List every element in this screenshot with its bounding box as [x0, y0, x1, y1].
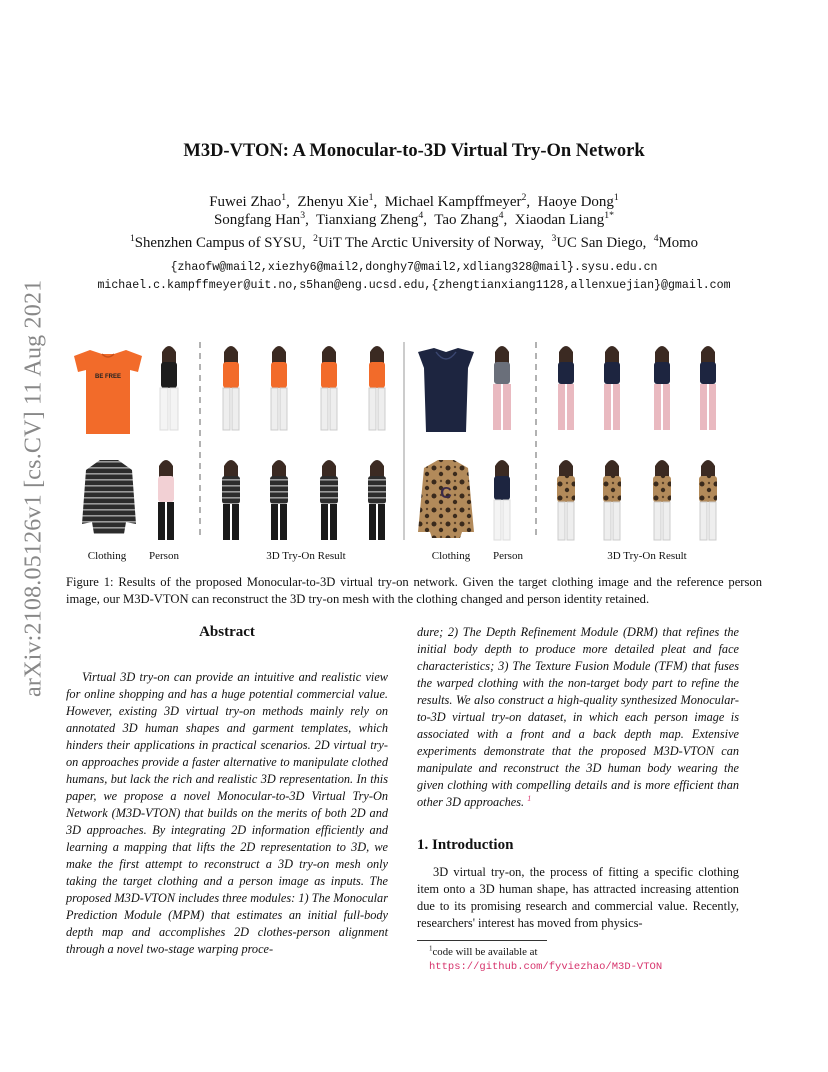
author: Tianxiang Zheng$^4$: [316, 210, 424, 228]
figure-1-images: [66, 338, 762, 548]
label-clothing-left: Clothing: [87, 550, 127, 562]
clothing-orange-tshirt: [74, 350, 142, 434]
code-link[interactable]: https://github.com/fyviezhao/M3D-VTON: [429, 961, 663, 973]
author: Michael Kampffmeyer$^2$: [384, 192, 527, 210]
clothing-leopard-sweater: [418, 460, 474, 538]
clothing-striped-hoodie: [82, 460, 136, 534]
abstract-heading: Abstract: [199, 624, 255, 640]
figure-1: [66, 338, 762, 568]
result-row1-right: [558, 346, 716, 430]
author-line-2: Songfang Han$^3$, Tianxiang Zheng$^4$, Tao Zhang$^4$, Xiaodan Liang$^{1*}$: [213, 210, 615, 228]
abstract-text-right: dure; 2) The Depth Refinement Module (DRM) that refines the initial body depth to produce more detailed pleat and face characteristics; 3) The Texture Fusion Module (TFM) that fuses the warped clothing with the non-target body part to refine the results. We also construct a high-quality synthesized Monocular-to-3D virtual try-on dataset, in which each person image is associated with a front and a back depth map. Extensive experiments demonstrate that the proposed M3D-VTON can manipulate and reconstruct the 3D human body wearing the given clothing with compelling details and is more efficient than other 3D approaches. $^1$: [417, 625, 739, 809]
figure-1-caption: Figure 1: Results of the proposed Monocular-to-3D virtual try-on network. Given the target clothing image and the reference person image, our M3D-VTON can reconstruct the 3D try-on mesh with the clothing changed and person identity retained.: [66, 575, 762, 606]
label-result-right: 3D Try-On Result: [607, 550, 687, 562]
arxiv-identifier: arXiv:2108.05126v1 [cs.CV] 11 Aug 2021: [20, 279, 47, 697]
email-line-1: {zhaofw@mail2,xiezhy6@mail2,donghy7@mail2,xdliang328@mail}.sysu.edu.cn: [170, 261, 658, 274]
left-column: [66, 624, 388, 958]
affiliations: $^1$Shenzhen Campus of SYSU, $^2$UiT The Arctic University of Norway, $^3$UC San Diego, $^4$Momo: [129, 233, 699, 251]
label-person-right: Person: [493, 550, 523, 562]
author: Haoye Dong$^1$: [537, 192, 619, 210]
author: Tao Zhang$^4$: [434, 210, 504, 228]
footnote: $^1$code will be available at https://github.com/fyviezhao/M3D-VTON: [429, 944, 663, 973]
label-person-left: Person: [149, 550, 179, 562]
result-row2-right: [557, 460, 717, 540]
author: Xiaodan Liang$^{1*}$: [514, 210, 615, 228]
footnote-rule: [417, 940, 547, 941]
person-4: [494, 460, 510, 540]
introduction-text: 3D virtual try-on, the process of fitting a specific clothing item onto a 3D human shape, has attracted increasing attention due to its promising research and commercial value. Recently, researchers' interest has moved from physics-: [417, 865, 739, 930]
author: Songfang Han$^3$: [213, 210, 306, 228]
paper-title: M3D-VTON: A Monocular-to-3D Virtual Try-On Network: [183, 141, 645, 161]
person-3: [158, 460, 174, 540]
clothing-navy-top: [418, 348, 474, 432]
label-clothing-right: Clothing: [431, 550, 471, 562]
introduction-heading: 1. Introduction: [417, 837, 514, 853]
author: Fuwei Zhao$^1$: [209, 192, 287, 210]
svg-text:BE FREE: BE FREE: [94, 374, 122, 380]
footnote-marker[interactable]: 1: [527, 793, 532, 803]
email-line-2: michael.c.kampffmeyer@uit.no,s5han@eng.ucsd.edu,{zhengtianxiang1128,allenxuejian}@gmail.com: [97, 279, 731, 292]
label-result-left: 3D Try-On Result: [266, 550, 346, 562]
author-line-1: Fuwei Zhao$^1$, Zhenyu Xie$^1$, Michael Kampffmeyer$^2$, Haoye Dong$^1$: [209, 192, 619, 210]
author: Zhenyu Xie$^1$: [297, 192, 374, 210]
person-2: [493, 346, 511, 430]
right-column: [417, 624, 739, 974]
result-row2: [222, 460, 386, 540]
svg-text:C: C: [440, 485, 452, 502]
result-row1: [223, 346, 385, 430]
person-1: [160, 346, 178, 430]
abstract-text-left: Virtual 3D try-on can provide an intuitive and realistic view for online shopping and has a huge potential commercial value. However, existing 3D virtual try-on methods mainly rely on annotated 3D human shapes and garment templates, which hinders their applications in practical scenarios. 2D virtual try-on approaches provide a faster alternative to manipulate clothed humans, but lack the rich and realistic 3D representation. In this paper, we propose a novel Monocular-to-3D Virtual Try-On Network (M3D-VTON) that builds on the merits of both 2D and 3D approaches. By integrating 2D information efficiently and learning a mapping that lifts the 2D representation to 3D, we make the first attempt to reconstruct a 3D try-on mesh only taking the target clothing and a person image as inputs. The proposed M3D-VTON includes three modules: 1) The Monocular Prediction Module (MPM) that estimates an initial full-body depth map and accomplishes 2D clothes-person alignment through a novel two-stage warping proce-: [66, 670, 388, 956]
